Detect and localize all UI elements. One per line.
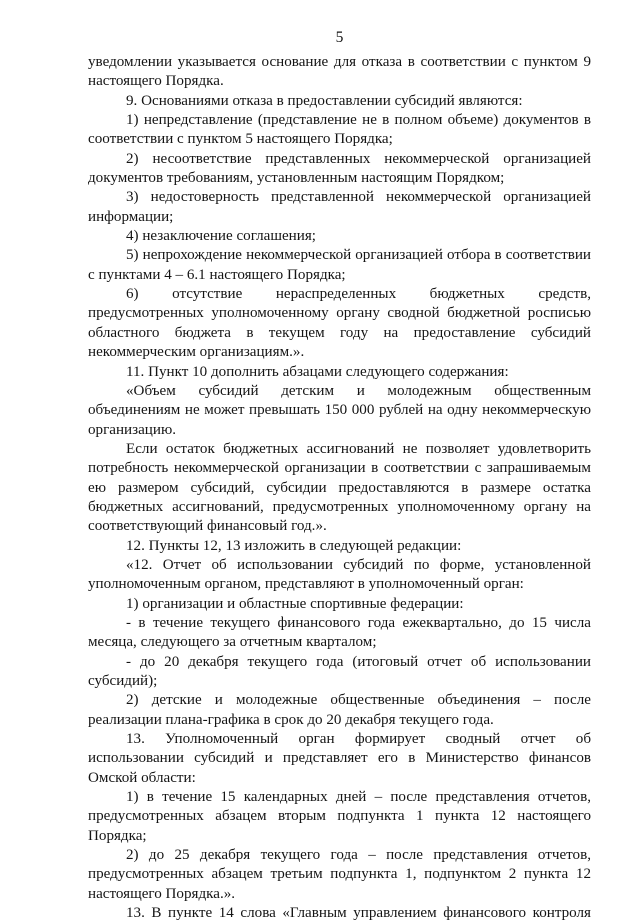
paragraph: - в течение текущего финансового года ежеквартально, до 15 числа месяца, следующего за отчетным кварталом; xyxy=(88,614,591,651)
paragraph: 1) непредставление (представление не в полном объеме) документов в соответствии с пунктом 5 настоящего Порядка; xyxy=(88,112,591,148)
paragraph: «Объем субсидий детским и молодежным общественным объединениям не может превышать 150 000 рублей на одну некоммерческую организацию. xyxy=(88,382,591,438)
paragraph: 4) незаключение соглашения; xyxy=(126,228,316,245)
paragraph: - до 20 декабря текущего года (итоговый отчет об использовании субсидий); xyxy=(88,653,591,689)
paragraph: 12. Пункты 12, 13 изложить в следующей редакции: xyxy=(126,537,462,554)
paragraph: 6) отсутствие нераспределенных бюджетных средств, предусмотренных уполномоченному органу сводной бюджетной росписью областного бюджета в текущем году на предоставление субсидий некоммерческим организациям.». xyxy=(88,286,591,361)
paragraph: 9. Основаниями отказа в предоставлении субсидий являются: xyxy=(126,92,523,109)
paragraph: Если остаток бюджетных ассигнований не позволяет удовлетворить потребность некоммерческой организации в соответствии с запрашиваемым ею размером субсидий, субсидии предоставляются в размере остатка бюджетных ассигнований, предусмотренных уполномоченному органу на соответствующий финансовый год.». xyxy=(88,440,591,535)
paragraph: 1) организации и областные спортивные федерации: xyxy=(126,595,464,612)
paragraph: 2) до 25 декабря текущего года – после представления отчетов, предусмотренных абзацем третьим подпункта 1, подпунктом 2 пункта 12 настоящего Порядка.». xyxy=(88,847,591,902)
paragraph: 2) несоответствие представленных некоммерческой организацией документов требованиям, установленным настоящим Порядком; xyxy=(88,150,591,187)
paragraph: 11. Пункт 10 дополнить абзацами следующего содержания: xyxy=(126,363,509,380)
page-number: 5 xyxy=(335,29,344,46)
paragraph: 1) в течение 15 календарных дней – после представления отчетов, предусмотренных абзацем вторым подпункта 1 пункта 12 настоящего Порядка; xyxy=(88,789,591,844)
paragraph: 13. В пункте 14 слова «Главным управлением финансового контроля xyxy=(126,905,591,922)
paragraph: 5) непрохождение некоммерческой организацией отбора в соответствии с пунктами 4 – 6.1 настоящего Порядка; xyxy=(88,247,591,283)
paragraph: 2) детские и молодежные общественные объединения – после реализации плана-графика в срок до 20 декабря текущего года. xyxy=(88,692,591,728)
paragraph: 13. Уполномоченный орган формирует сводный отчет об использовании субсидий и представляет его в Министерство финансов Омской области: xyxy=(88,731,591,786)
paragraph: 3) недостоверность представленной некоммерческой организацией информации; xyxy=(88,189,591,225)
paragraph: уведомлении указывается основание для отказа в соответствии с пунктом 9 настоящего Порядка. xyxy=(88,54,591,90)
paragraph: «12. Отчет об использовании субсидий по форме, установленной уполномоченным органом, представляют в уполномоченный орган: xyxy=(88,556,591,593)
document-page xyxy=(88,27,591,922)
